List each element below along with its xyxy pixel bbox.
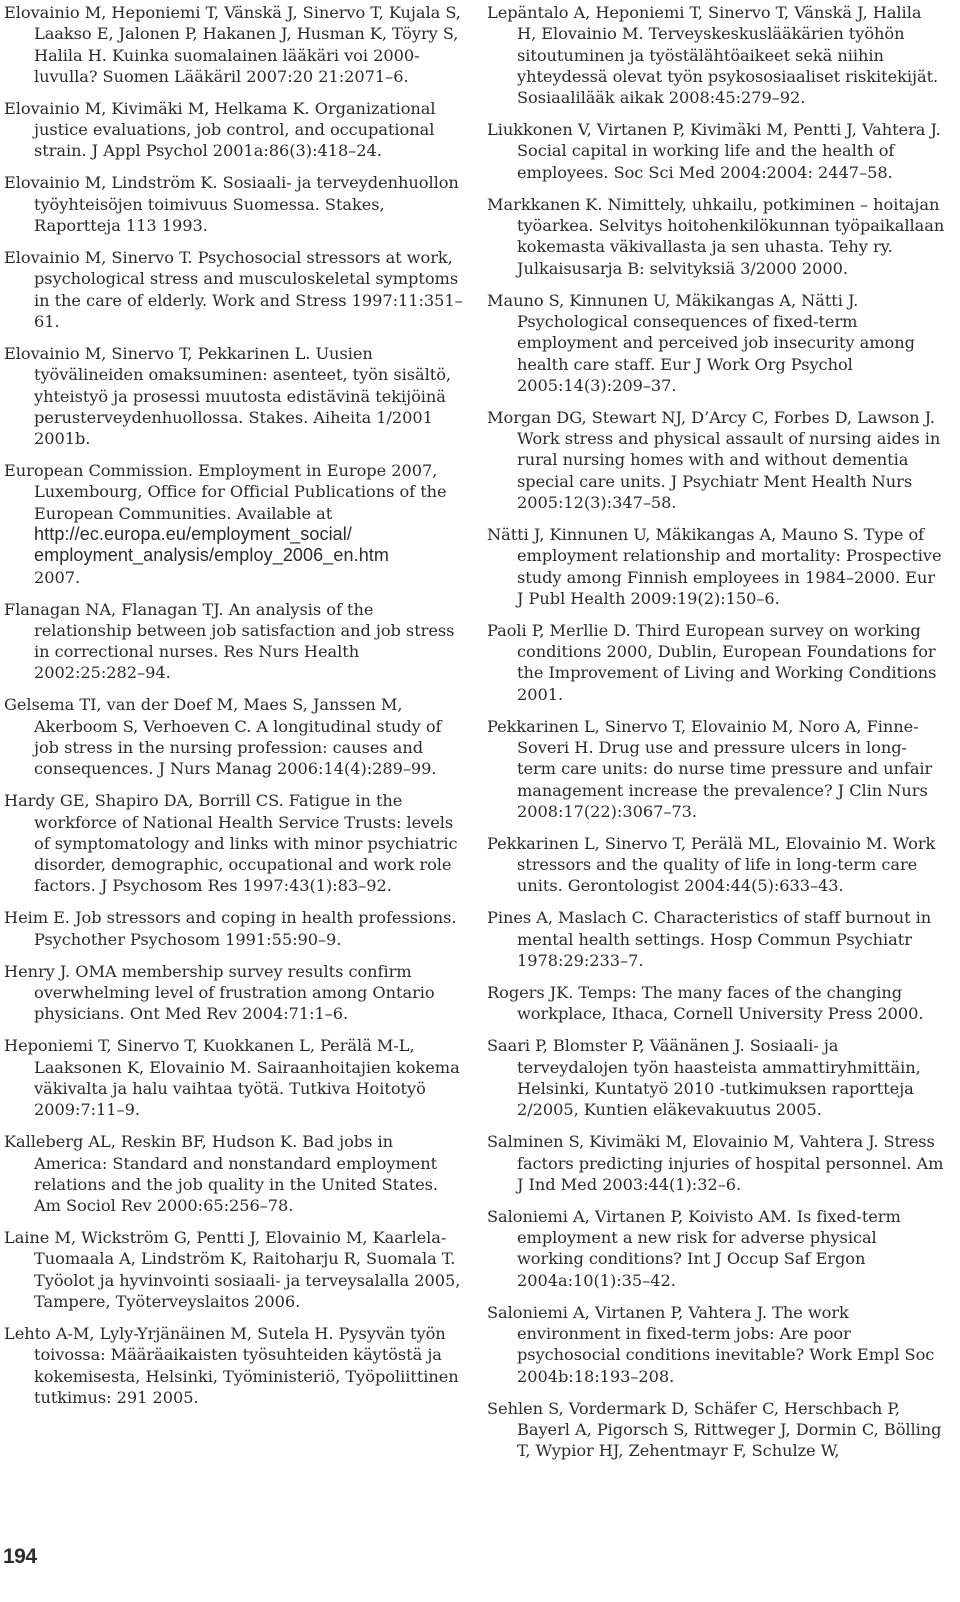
reference-entry: Nätti J, Kinnunen U, Mäkikangas A, Mauno S. Type of employment relationship and mortality: Prospective study among Finnish employees in 1984–2000. Eur J Publ Health 2009:19(2):150–6.: [487, 524, 942, 608]
reference-entry: Markkanen K. Nimittely, uhkailu, potkiminen – hoitajan työarkea. Selvitys hoitohenkilökunnan työpaikallaan kokemasta väkivallasta ja sen uhasta. Tehy ry. Julkaisusarja B: selvityksiä 3/2000 2000.: [487, 194, 945, 278]
reference-entry: Liukkonen V, Virtanen P, Kivimäki M, Pentti J, Vahtera J. Social capital in working life and the health of employees. Soc Sci Med 2004:2004: 2447–58.: [487, 120, 941, 182]
reference-entry: Laine M, Wickström G, Pentti J, Elovainio M, Kaarlela-Tuomaala A, Lindström K, Raitoharju R, Suomala T. Työolot ja hyvinvointi sosiaali- ja terveysalalla 2005, Tampere, Työterveyslaitos 2006.: [4, 1228, 461, 1311]
reference-entry: Gelsema TI, van der Doef M, Maes S, Janssen M, Akerboom S, Verhoeven C. A longitudinal study of job stress in the nursing profession: causes and consequences. J Nurs Manag 2006:14(4):289–99.: [4, 695, 442, 779]
reference-entry: Heim E. Job stressors and coping in health professions. Psychother Psychosom 1991:55:90–9.: [4, 908, 457, 949]
reference-entry: Elovainio M, Lindström K. Sosiaali- ja terveydenhuollon työyhteisöjen toimivuus Suomessa. Stakes, Raportteja 113 1993.: [4, 173, 459, 236]
reference-entry: Pekkarinen L, Sinervo T, Perälä ML, Elovainio M. Work stressors and the quality of life in long-term care units. Gerontologist 2004:44(5):633–43.: [487, 833, 936, 896]
reference-entry: Elovainio M, Sinervo T. Psychosocial stressors at work, psychological stress and musculoskeletal symptoms in the care of elderly. Work and Stress 1997:11:351–61.: [4, 248, 463, 331]
reference-entry-european-commission: [4, 460, 464, 588]
reference-text: European Commission. Employment in Europe 2007, Luxembourg, Office for Official Publications of the European Communities. Available at: [4, 461, 447, 523]
page-number: 194: [3, 1545, 37, 1568]
reference-entry: Hardy GE, Shapiro DA, Borrill CS. Fatigue in the workforce of National Health Service Trusts: levels of symptomatology and links with minor psychiatric disorder, demographic, occupational and work role factors. J Psychosom Res 1997:43(1):83–92.: [4, 791, 458, 896]
reference-column-right: [487, 2, 945, 1472]
reference-entry: Saloniemi A, Virtanen P, Vahtera J. The work environment in fixed-term jobs: Are poor psychosocial conditions inevitable? Work Empl Soc 2004b:18:193–208.: [487, 1302, 935, 1386]
reference-entry: Saloniemi A, Virtanen P, Koivisto AM. Is fixed-term employment a new risk for adverse physical working conditions? Int J Occup Saf Ergon 2004a:10(1):35–42.: [487, 1206, 901, 1290]
reference-entry: Lepäntalo A, Heponiemi T, Sinervo T, Vänskä J, Halila H, Elovainio M. Terveyskeskuslääkärien työhön sitoutuminen ja työstälähtöaikeet sekä niihin yhteydessä olevat työn psykososiaaliset riskitekijät. Sosiaalilääk aikak 2008:45:279–92.: [487, 3, 939, 108]
reference-column-left: [4, 2, 464, 1419]
reference-entry: Kalleberg AL, Reskin BF, Hudson K. Bad jobs in America: Standard and nonstandard employment relations and the job quality in the United States. Am Sociol Rev 2000:65:256–78.: [4, 1132, 439, 1216]
reference-entry: Paoli P, Merllie D. Third European survey on working conditions 2000, Dublin, European Foundations for the Improvement of Living and Working Conditions 2001.: [487, 620, 937, 704]
reference-entry: Pekkarinen L, Sinervo T, Elovainio M, Noro A, Finne-Soveri H. Drug use and pressure ulcers in long-term care units: do nurse time pressure and unfair management increase the prevalence? J Clin Nurs 2008:17(22):3067–73.: [487, 716, 933, 821]
reference-url-continued[interactable]: employment_analysis/employ_2006_en.htm: [34, 545, 390, 566]
reference-entry: Lehto A-M, Lyly-Yrjänäinen M, Sutela H. Pysyvän työn toivossa: Määräaikaisten työsuhteiden käytöstä ja kokemisesta, Helsinki, Työministeriö, Työpoliittinen tutkimus: 291 2005.: [4, 1323, 459, 1407]
reference-entry: Pines A, Maslach C. Characteristics of staff burnout in mental health settings. Hosp Commun Psychiatr 1978:29:233–7.: [487, 908, 932, 971]
reference-entry: Heponiemi T, Sinervo T, Kuokkanen L, Perälä M-L, Laaksonen K, Elovainio M. Sairaanhoitajien kokema väkivalta ja halu vaihtaa työtä. Tutkiva Hoitotyö 2009:7:11–9.: [4, 1036, 460, 1120]
reference-entry: Morgan DG, Stewart NJ, D’Arcy C, Forbes D, Lawson J. Work stress and physical assault of nursing aides in rural nursing homes with and without dementia special care units. J Psychiatr Ment Health Nurs 2005:12(3):347–58.: [487, 407, 941, 512]
reference-year: 2007.: [34, 567, 81, 587]
reference-entry: Elovainio M, Kivimäki M, Helkama K. Organizational justice evaluations, job control, and occupational strain. J Appl Psychol 2001a:86(3):418–24.: [4, 98, 436, 161]
reference-entry: Mauno S, Kinnunen U, Mäkikangas A, Nätti J. Psychological consequences of fixed-term employment and perceived job insecurity among health care staff. Eur J Work Org Psychol 2005:14(3):209–37.: [487, 290, 915, 395]
reference-entry: Flanagan NA, Flanagan TJ. An analysis of the relationship between job satisfaction and job stress in correctional nurses. Res Nurs Health 2002:25:282–94.: [4, 599, 455, 683]
reference-entry: Saari P, Blomster P, Väänänen J. Sosiaali- ja terveydalojen työn haasteista ammattiryhmittäin, Helsinki, Kuntatyö 2010 -tutkimuksen raportteja 2/2005, Kuntien eläkevakuutus 2005.: [487, 1036, 921, 1120]
reference-entry: Rogers JK. Temps: The many faces of the changing workplace, Ithaca, Cornell University Press 2000.: [487, 983, 924, 1024]
reference-entry: Sehlen S, Vordermark D, Schäfer C, Herschbach P, Bayerl A, Pigorsch S, Rittweger J, Dormin C, Bölling T, Wypior HJ, Zehentmayr F, Schulze W,: [487, 1398, 942, 1461]
reference-entry: Henry J. OMA membership survey results confirm overwhelming level of frustration among Ontario physicians. Ont Med Rev 2004:71:1–6.: [4, 961, 435, 1024]
reference-entry: Elovainio M, Sinervo T, Pekkarinen L. Uusien työvälineiden omaksuminen: asenteet, työn sisältö, yhteistyö ja prosessi muutosta edistävinä tekijöinä perusterveydenhuollossa. Stakes. Aiheita 1/2001 2001b.: [4, 343, 451, 449]
reference-entry: Salminen S, Kivimäki M, Elovainio M, Vahtera J. Stress factors predicting injuries of hospital personnel. Am J Ind Med 2003:44(1):32–6.: [487, 1132, 944, 1194]
reference-url[interactable]: http://ec.europa.eu/employment_social/: [34, 523, 352, 544]
reference-entry: Elovainio M, Heponiemi T, Vänskä J, Sinervo T, Kujala S, Laakso E, Jalonen P, Hakanen J, Husman K, Töyry S, Halila H. Kuinka suomalainen lääkäri voi 2000-luvulla? Suomen Lääkäril 2007:20 21:2071–6.: [4, 3, 461, 86]
